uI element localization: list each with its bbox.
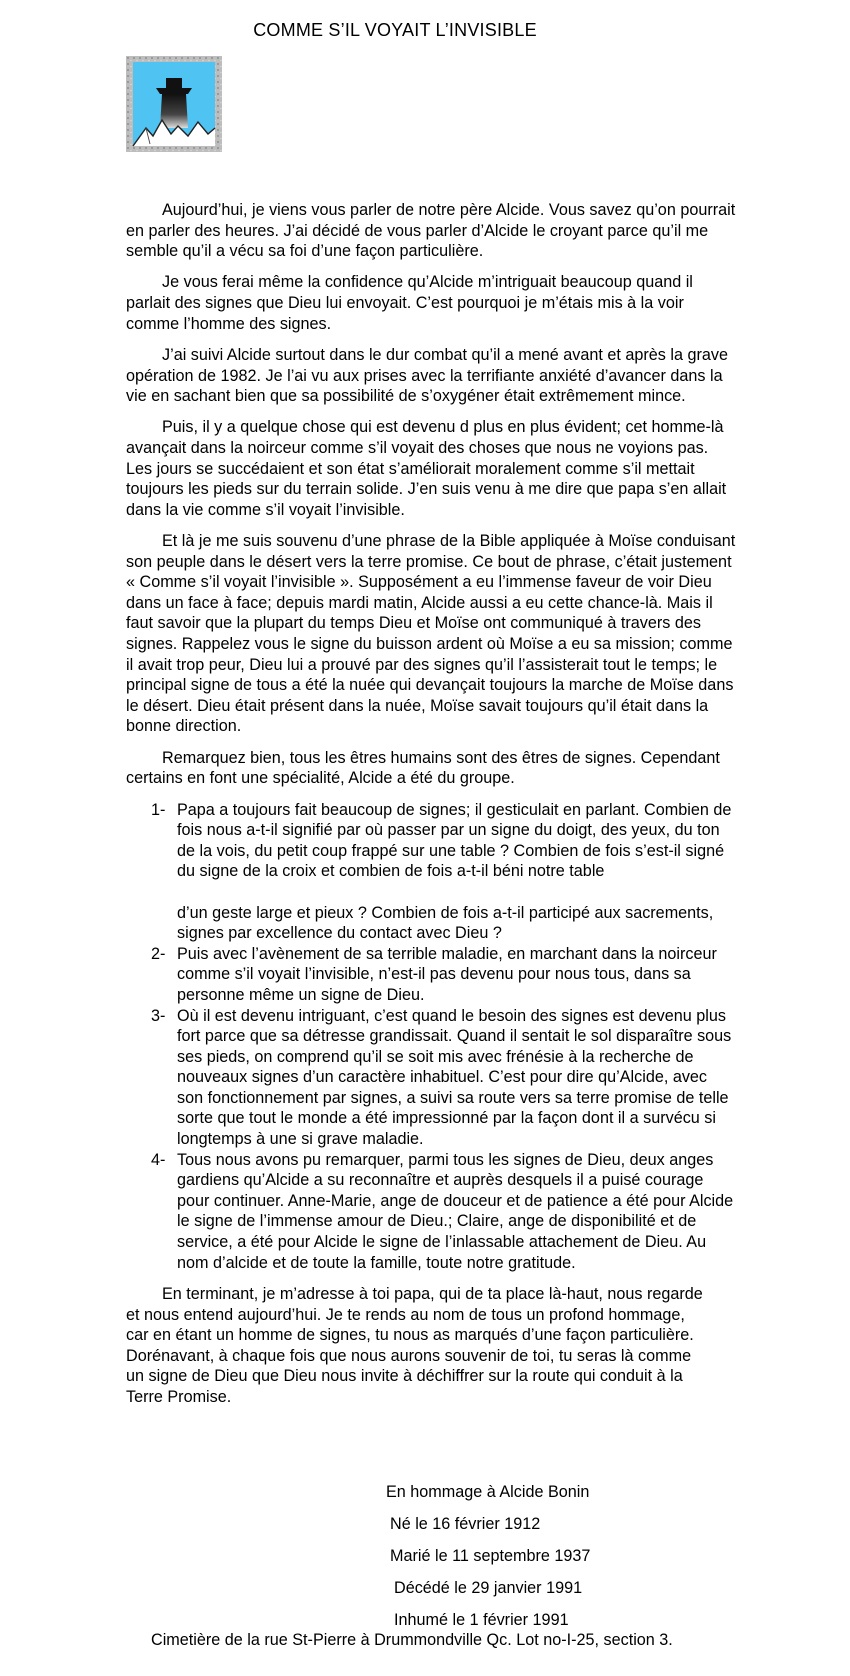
list-item-text: Puis avec l’avènement de sa terrible maladie, en marchant dans la noirceur comme s’il voyait l’invisible, n’est-il pas devenu pour nous tous, dans sa personne même un signe de Dieu. [177, 944, 717, 1004]
page-title: COMME S’IL VOYAIT L’INVISIBLE [253, 20, 537, 40]
list-number: 1- [151, 800, 166, 819]
signature-death-date: Décédé le 29 janvier 1991 [394, 1579, 583, 1597]
letter-body [126, 200, 736, 1418]
list-item-text: d’un geste large et pieux ? Combien de fois a-t-il participé aux sacrements, signes par excellence du contact avec Dieu ? [177, 903, 714, 943]
list-number: 3- [151, 1006, 166, 1025]
cross-over-mountain-icon [126, 56, 222, 152]
list-item [126, 1150, 736, 1274]
line-gap [177, 882, 736, 903]
list-item [126, 1006, 736, 1150]
list-item-text: Où il est devenu intriguant, c’est quand le besoin des signes est devenu plus fort parce que sa détresse grandissait. Quand il sentait le sol disparaître sous ses pieds, on comprend qu’il se soit mis avec frénésie à la recherche de nouveaux signes d’un caractère inhabituel. C’est pour dire qu’Alcide, avec son fonctionnement par signes, a suivi sa route vers sa terre promise de telle sorte que tout le monde a été impressionné par la façon dont il a survécu si longtemps à une si grave maladie. [177, 1006, 732, 1149]
paragraph: J’ai suivi Alcide surtout dans le dur combat qu’il a mené avant et après la grave opération de 1982. Je l’ai vu aux prises avec la terrifiante anxiété d’avancer dans la vie en sachant bien que sa possibilité de s’oxygéner était extrêmement mince. [126, 345, 728, 406]
numbered-list [126, 800, 736, 1274]
paragraph: Puis, il y a quelque chose qui est devenu d plus en plus évident; cet homme-là avançait dans la noirceur comme s’il voyait des choses que nous ne voyions pas. Les jours se succédaient et son état s’améliorait moralement comme s’il mettait toujours les pieds sur du terrain solide. J’en suis venu à me dire que papa s’en allait dans la vie comme s’il voyait l’invisible. [126, 418, 727, 519]
paragraph: Je vous ferai même la confidence qu’Alcide m’intriguait beaucoup quand il parlait des signes que Dieu lui envoyait. C’est pourquoi je m’étais mis à la voir comme l’homme des signes. [126, 273, 693, 333]
list-item [126, 800, 736, 944]
list-item-text: Papa a toujours fait beaucoup de signes; il gesticulait en parlant. Combien de fois nous a-t-il signifié par où passer par un signe du doigt, des yeux, du ton de la vois, du petit coup frappé sur une table ? Combien de fois s’est-il signé du signe de la croix et combien de fois a-t-il béni notre table [177, 800, 732, 881]
signature-marriage-date: Marié le 11 septembre 1937 [390, 1547, 591, 1565]
signature-birth-date: Né le 16 février 1912 [390, 1515, 541, 1533]
paragraph: Remarquez bien, tous les êtres humains sont des êtres de signes. Cependant certains en font une spécialité, Alcide a été du groupe. [126, 748, 720, 788]
signature-burial-date: Inhumé le 1 février 1991 [394, 1611, 569, 1629]
list-item [126, 944, 736, 1006]
list-number: 4- [151, 1150, 166, 1169]
list-item-text: Tous nous avons pu remarquer, parmi tous les signes de Dieu, deux anges gardiens qu’Alcide a su reconnaître et auprès desquels il a puisé courage pour continuer. Anne-Marie, ange de douceur et de patience a été pour Alcide le signe de l’immense amour de Dieu.; Claire, ange de disponibilité et de service, a été pour Alcide le signe de l’inlassable attachement de Dieu. Au nom d’alcide et de toute la famille, toute notre gratitude. [177, 1150, 734, 1272]
signature-hommage: En hommage à Alcide Bonin [386, 1483, 590, 1501]
signature-cemetery: Cimetière de la rue St-Pierre à Drummondville Qc. Lot no-I-25, section 3. [151, 1631, 673, 1649]
list-number: 2- [151, 944, 166, 963]
closing-paragraph: En terminant, je m’adresse à toi papa, qui de ta place là-haut, nous regarde et nous entend aujourd’hui. Je te rends au nom de tous un profond hommage, car en étant un homme de signes, tu nous as marqués d’une façon particulière. Dorénavant, à chaque fois que nous aurons souvenir de toi, tu seras là comme un signe de Dieu que Dieu nous invite à déchiffrer sur la route qui conduit à la Terre Promise. [126, 1284, 703, 1406]
paragraph: Aujourd’hui, je viens vous parler de notre père Alcide. Vous savez qu’on pourrait en parler des heures. J’ai décidé de vous parler d’Alcide le croyant parce qu’il me semble qu’il a vécu sa foi d’une façon particulière. [126, 201, 736, 261]
paragraph: Et là je me suis souvenu d’une phrase de la Bible appliquée à Moïse conduisant son peuple dans le désert vers la terre promise. Ce bout de phrase, c’était justement « Comme s’il voyait l’invisible ». Supposément a eu l’immense faveur de voir Dieu dans un face à face; depuis mardi matin, Alcide aussi a eu cette chance-là. Mais il faut savoir que la plupart du temps Dieu et Moïse ont communiqué à travers des signes. Rappelez vous le signe du buisson ardent où Moïse a eu sa mission; comme il avait trop peur, Dieu lui a prouvé par des signes qu’il l’assisterait tout le temps; le principal signe de tous a été la nuée qui devançait toujours la marche de Moïse dans le désert. Dieu était présent dans la nuée, Moïse savait toujours qu’il était dans la bonne direction. [126, 532, 736, 736]
